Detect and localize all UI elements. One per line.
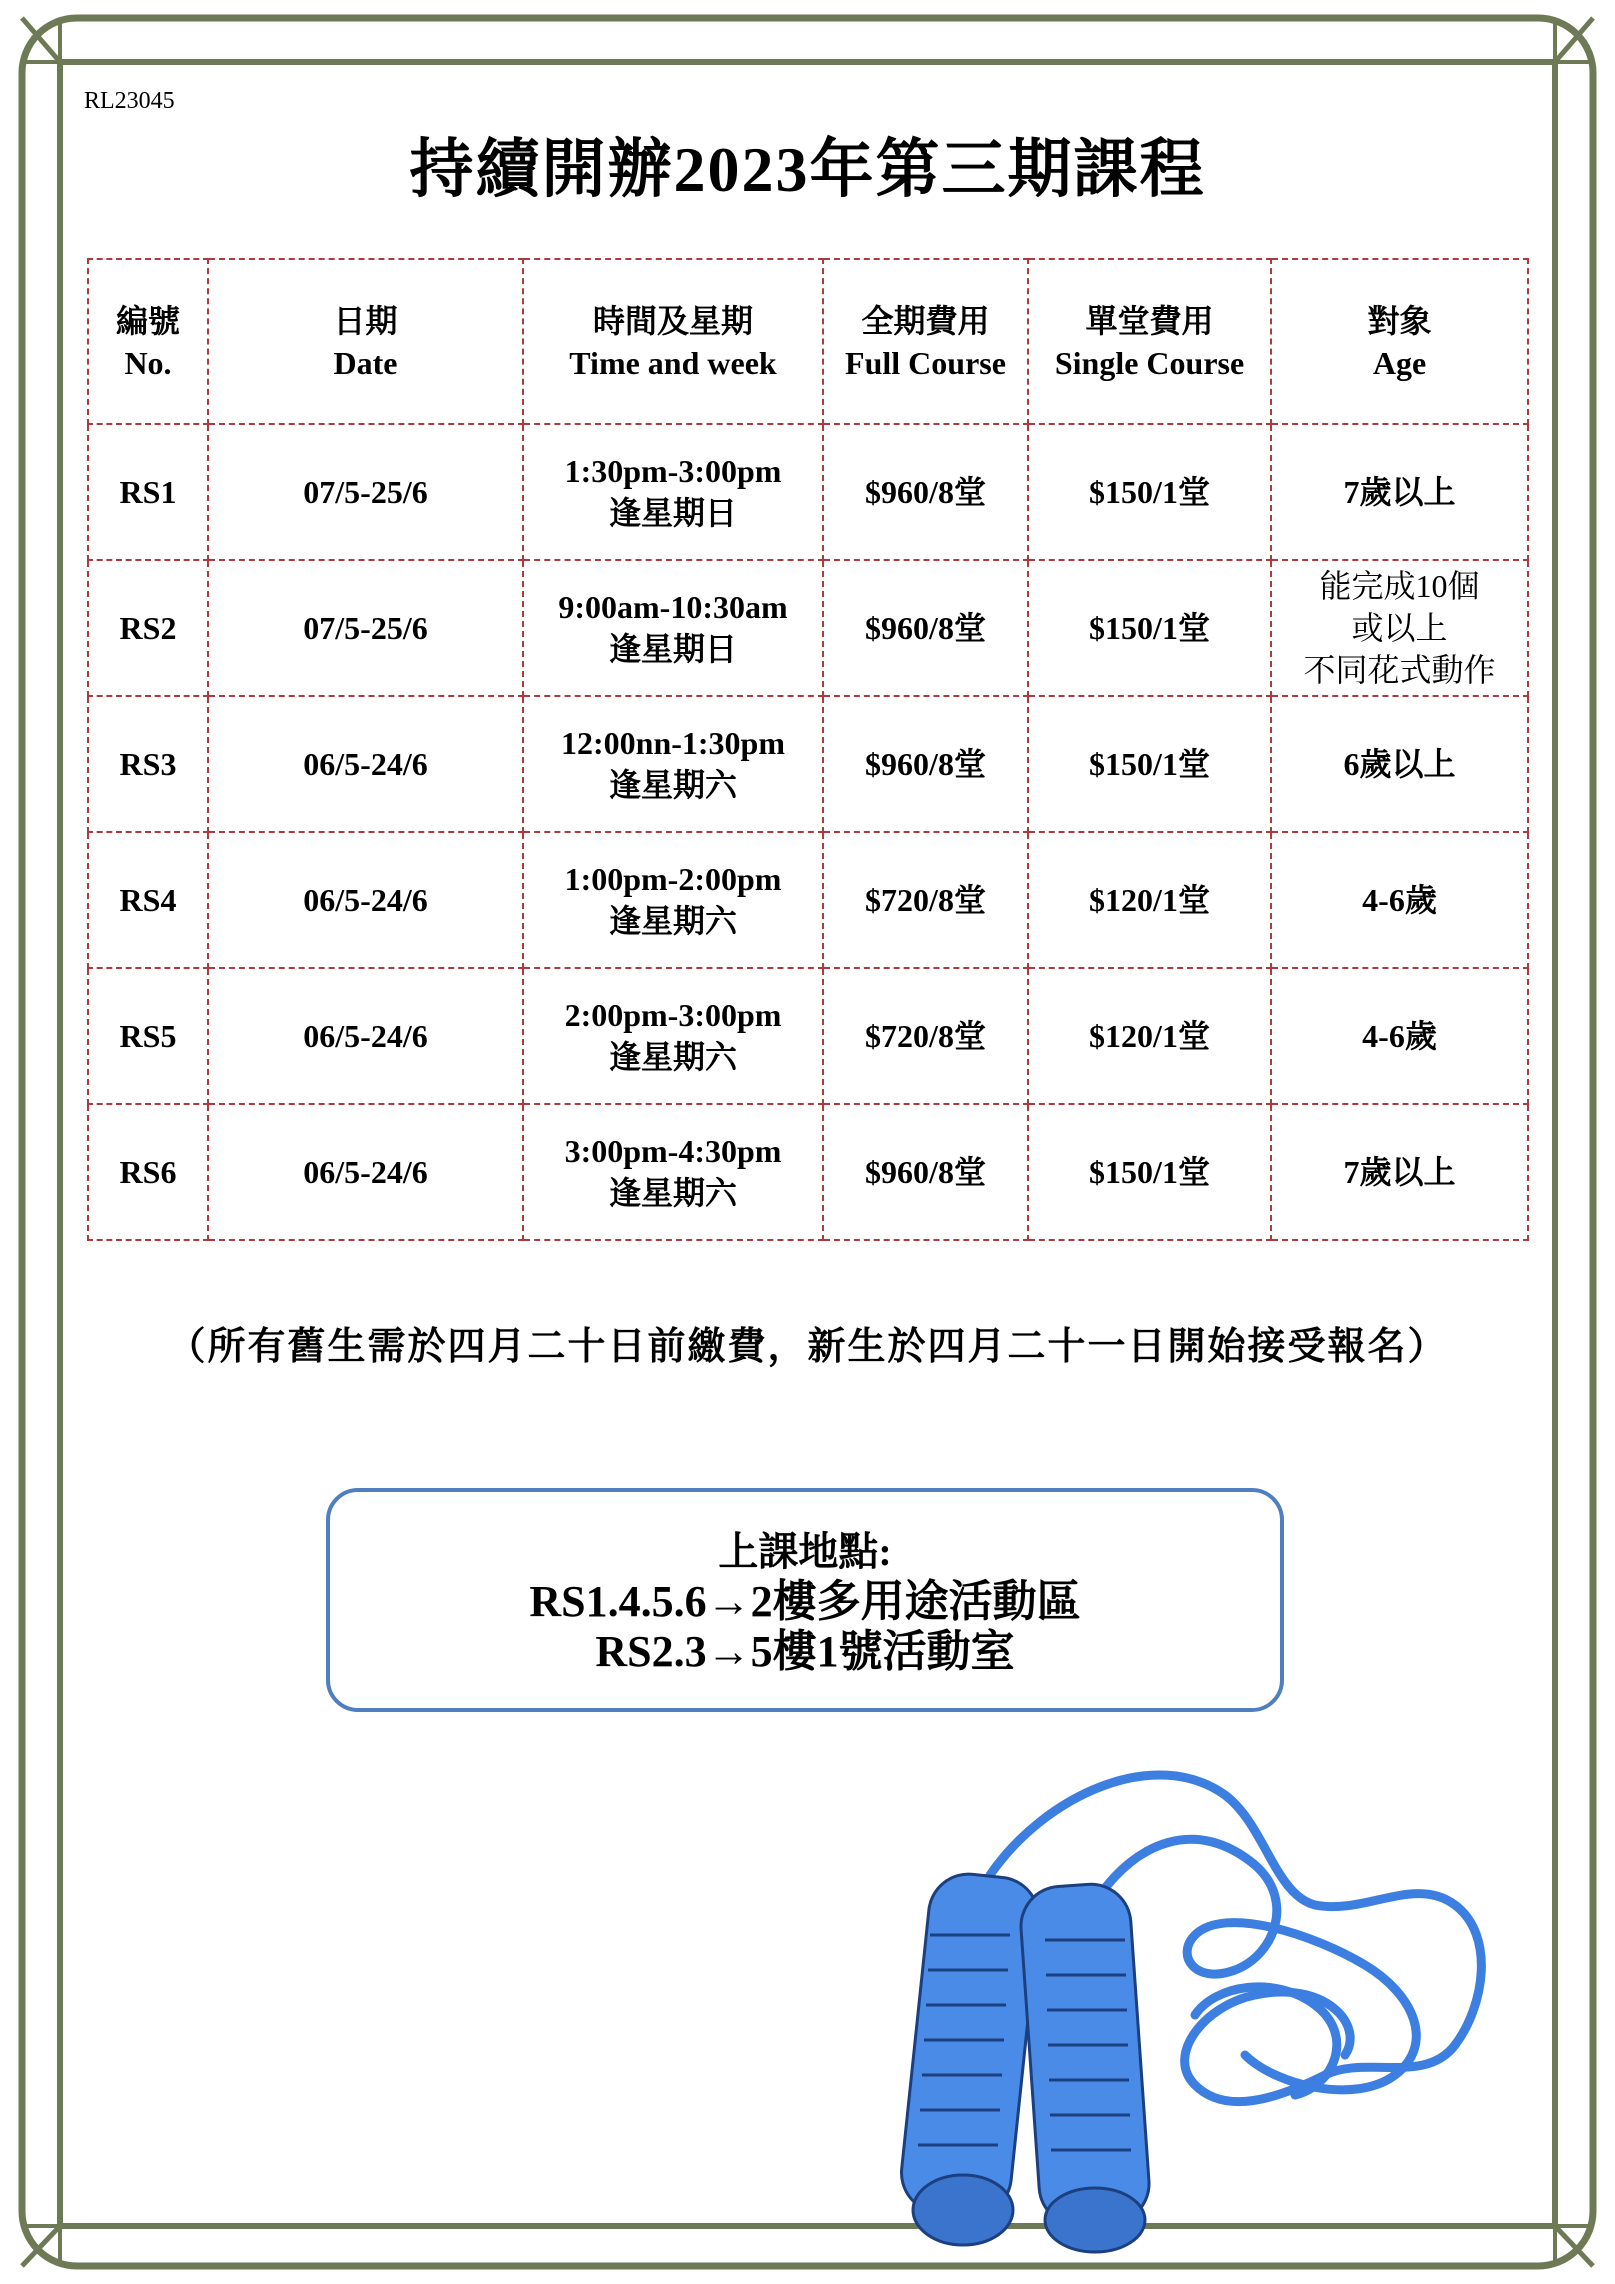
cell-age: 6歲以上 [1271, 696, 1528, 832]
cell-age: 4-6歲 [1271, 832, 1528, 968]
cell-age: 能完成10個 或以上 不同花式動作 [1271, 560, 1528, 696]
table-row [88, 424, 1528, 560]
cell-no: RS3 [88, 696, 208, 832]
cell-date: 06/5-24/6 [208, 1104, 523, 1240]
cell-full-fee: $960/8堂 [823, 1104, 1028, 1240]
cell-single-fee: $150/1堂 [1028, 560, 1271, 696]
cell-date: 06/5-24/6 [208, 832, 523, 968]
cell-time: 1:30pm-3:00pm 逢星期日 [523, 424, 823, 560]
venue-box [326, 1488, 1284, 1712]
cell-time: 9:00am-10:30am 逢星期日 [523, 560, 823, 696]
cell-time: 1:00pm-2:00pm 逢星期六 [523, 832, 823, 968]
page-title: 持續開辦2023年第三期課程 [409, 134, 1206, 205]
cell-age: 4-6歲 [1271, 968, 1528, 1104]
header-single-course: 單堂費用 Single Course [1028, 259, 1271, 424]
cell-time: 12:00nn-1:30pm 逢星期六 [523, 696, 823, 832]
cell-date: 07/5-25/6 [208, 560, 523, 696]
header-time: 時間及星期 Time and week [523, 259, 823, 424]
cell-single-fee: $150/1堂 [1028, 1104, 1271, 1240]
cell-time: 2:00pm-3:00pm 逢星期六 [523, 968, 823, 1104]
cell-date: 06/5-24/6 [208, 968, 523, 1104]
cell-single-fee: $120/1堂 [1028, 832, 1271, 968]
document-code: RL23045 [84, 88, 175, 114]
cell-no: RS4 [88, 832, 208, 968]
skipping-rope-illustration [895, 1755, 1515, 2255]
cell-no: RS1 [88, 424, 208, 560]
venue-heading: 上課地點: [718, 1529, 892, 1574]
table-row [88, 696, 1528, 832]
table-row [88, 1104, 1528, 1240]
cell-full-fee: $720/8堂 [823, 968, 1028, 1104]
venue-line: RS1.4.5.6→2樓多用途活動區 [529, 1577, 1081, 1626]
cell-no: RS5 [88, 968, 208, 1104]
table-header-row [88, 259, 1528, 424]
table-row [88, 968, 1528, 1104]
cell-single-fee: $120/1堂 [1028, 968, 1271, 1104]
cell-no: RS2 [88, 560, 208, 696]
registration-note: （所有舊生需於四月二十日前繳費，新生於四月二十一日開始接受報名） [167, 1326, 1448, 1368]
venue-line: RS2.3→5樓1號活動室 [595, 1627, 1015, 1676]
table-row [88, 560, 1528, 696]
cell-no: RS6 [88, 1104, 208, 1240]
header-full-course: 全期費用 Full Course [823, 259, 1028, 424]
cell-full-fee: $960/8堂 [823, 696, 1028, 832]
cell-full-fee: $960/8堂 [823, 424, 1028, 560]
header-age: 對象 Age [1271, 259, 1528, 424]
cell-age: 7歲以上 [1271, 424, 1528, 560]
table-row [88, 832, 1528, 968]
cell-full-fee: $960/8堂 [823, 560, 1028, 696]
header-date: 日期 Date [208, 259, 523, 424]
course-table [87, 258, 1529, 1241]
cell-single-fee: $150/1堂 [1028, 696, 1271, 832]
cell-date: 07/5-25/6 [208, 424, 523, 560]
cell-full-fee: $720/8堂 [823, 832, 1028, 968]
cell-single-fee: $150/1堂 [1028, 424, 1271, 560]
cell-date: 06/5-24/6 [208, 696, 523, 832]
header-no: 編號 No. [88, 259, 208, 424]
cell-age: 7歲以上 [1271, 1104, 1528, 1240]
cell-time: 3:00pm-4:30pm 逢星期六 [523, 1104, 823, 1240]
